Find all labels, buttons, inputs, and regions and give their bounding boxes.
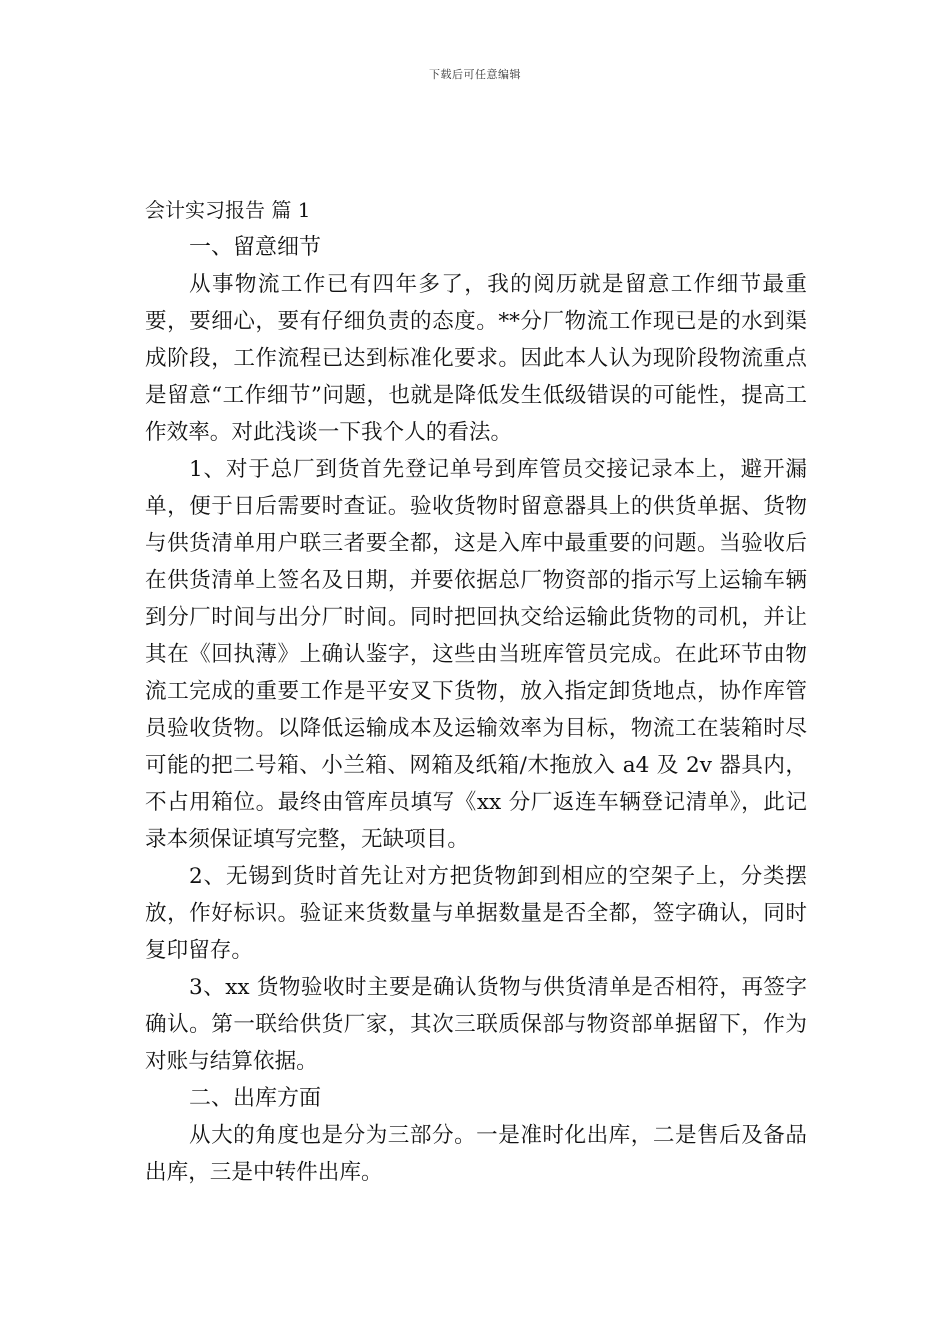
- document-body: [145, 196, 807, 1191]
- document-title: 会计实习报告 篇 1: [145, 198, 311, 222]
- paragraph-item-1: 1、对于总厂到货首先登记单号到库管员交接记录本上，避开漏单，便于日后需要时查证。验收货物时留意器具上的供货单据、货物与供货清单用户联三者要全都，这是入库中最重要的问题。当验收后在供货清单上签名及日期，并要依据总厂物资部的指示写上运输车辆到分厂时间与出分厂时间。同时把回执交给运输此货物的司机，并让其在《回执薄》上确认鉴字，这些由当班库管员完成。在此环节由物流工完成的重要工作是平安叉下货物，放入指定卸货地点，协作库管员验收货物。以降低运输成本及运输效率为目标，物流工在装箱时尽可能的把二号箱、小兰箱、网箱及纸箱/木拖放入 a4 及 2v 器具内，不占用箱位。最终由管库员填写《xx 分厂返连车辆登记清单》，此记录本须保证填写完整，无缺项目。: [145, 457, 807, 852]
- paragraph-outbound: 从大的角度也是分为三部分。一是准时化出库，二是售后及备品出库，三是中转件出库。: [145, 1123, 807, 1185]
- section-heading-2: 二、出库方面: [189, 1086, 322, 1111]
- paragraph-item-2: 2、无锡到货时首先让对方把货物卸到相应的空架子上，分类摆放，作好标识。验证来货数量与单据数量是否全都，签字确认，同时复印留存。: [145, 864, 807, 963]
- section-heading-1: 一、留意细节: [189, 235, 322, 260]
- page-header-note: 下载后可任意编辑: [429, 68, 521, 81]
- paragraph-item-3: 3、xx 货物验收时主要是确认货物与供货清单是否相符，再签字确认。第一联给供货厂家，其次三联质保部与物资部单据留下，作为对账与结算依据。: [145, 975, 807, 1074]
- paragraph-intro: 从事物流工作已有四年多了，我的阅历就是留意工作细节最重要，要细心，要有仔细负责的态度。**分厂物流工作现已是的水到渠成阶段，工作流程已达到标准化要求。因此本人认为现阶段物流重点是留意“工作细节”问题，也就是降低发生低级错误的可能性，提高工作效率。对此浅谈一下我个人的看法。: [145, 272, 807, 445]
